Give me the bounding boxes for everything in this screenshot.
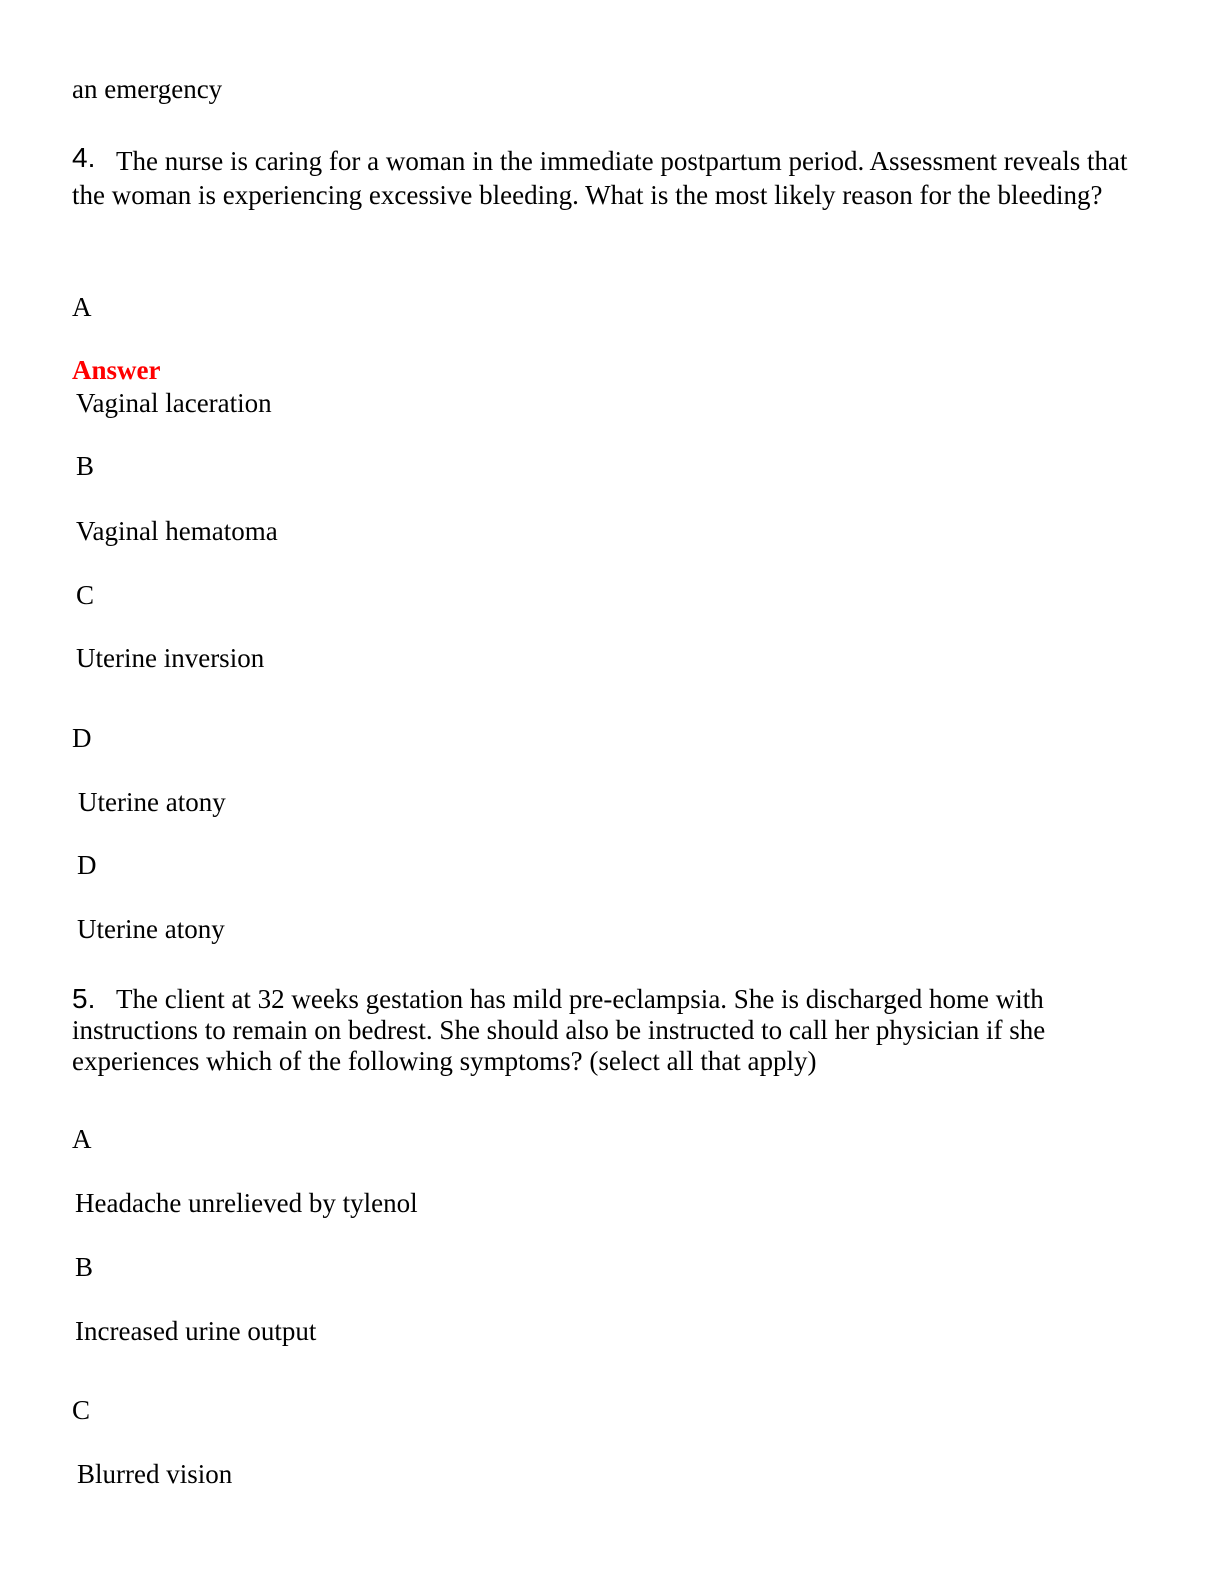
q4-option-a-text: Vaginal laceration [76, 388, 272, 418]
q5-option-b-text: Increased urine output [75, 1316, 317, 1346]
q4-option-c-text: Uterine inversion [76, 643, 265, 673]
q5-option-a-text: Headache unrelieved by tylenol [75, 1188, 418, 1218]
q4-option-a-letter: A [72, 292, 92, 322]
question-4-number: 4. [72, 142, 96, 173]
carryover-text: an emergency [72, 74, 223, 104]
q4-correct-text: Uterine atony [77, 914, 225, 944]
q4-option-c-letter: C [76, 580, 95, 610]
question-5-text: The client at 32 weeks gestation has mild pre-eclampsia. She is discharged home with instructions to remain on bedrest. She should also be instructed to call her physician if she experiences which of the following symptoms? (select all that apply) [72, 984, 1046, 1076]
q5-option-b-letter: B [75, 1252, 94, 1282]
answer-label: Answer [72, 355, 161, 385]
q5-option-c-letter: C [72, 1395, 91, 1425]
q4-correct-letter: D [77, 850, 97, 880]
question-4-text: The nurse is caring for a woman in the immediate postpartum period. Assessment reveals that the woman is experiencing excessive bleeding. What is the most likely reason for the bleeding? [72, 146, 1128, 210]
q4-option-d-text: Uterine atony [78, 787, 226, 817]
question-5-number: 5. [72, 983, 96, 1014]
q4-option-b-text: Vaginal hematoma [76, 516, 278, 546]
q5-option-c-text: Blurred vision [77, 1459, 233, 1489]
q4-option-b-letter: B [76, 451, 95, 481]
q4-option-d-letter: D [72, 723, 92, 753]
q5-option-a-letter: A [72, 1124, 92, 1154]
